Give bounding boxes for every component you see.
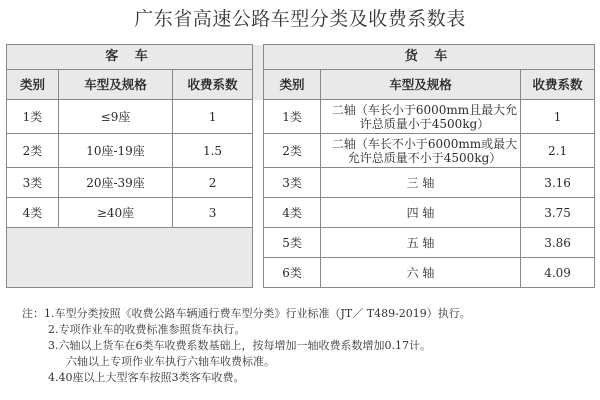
freight-spec-cell: 二轴（车长不小于6000mm或最大允许总质量不小于4500kg） <box>321 134 521 168</box>
table-row <box>7 134 595 168</box>
freight-coef-cell: 4.09 <box>521 258 595 288</box>
passenger-spec-cell: 10座-19座 <box>59 134 173 168</box>
freight-section-header: 货 车 <box>264 45 595 70</box>
passenger-empty-area <box>7 228 253 288</box>
table-row <box>7 100 595 134</box>
table-row <box>7 168 595 198</box>
table-row <box>7 198 595 228</box>
freight-spec-cell: 六 轴 <box>321 258 521 288</box>
freight-coef-cell: 3.75 <box>521 198 595 228</box>
freight-class-cell: 6类 <box>264 258 321 288</box>
freight-class-cell: 2类 <box>264 134 321 168</box>
passenger-spec-cell: ≥40座 <box>59 198 173 228</box>
note-line: 注：1.车型分类按照《收费公路车辆通行费车型分类》行业标准（JT／ T489-2019）执行。 <box>22 307 471 320</box>
passenger-class-cell: 2类 <box>7 134 59 168</box>
passenger-coef-cell: 1.5 <box>173 134 253 168</box>
note-line: 六轴以上专项作业车执行六轴车收费标准。 <box>66 355 275 368</box>
freight-spec-cell: 三 轴 <box>321 168 521 198</box>
passenger-class-cell: 4类 <box>7 198 59 228</box>
freight-spec-cell: 二轴（车长小于6000mm且最大允许总质量小于4500kg） <box>321 100 521 134</box>
page-title: 广东省高速公路车型分类及收费系数表 <box>134 8 466 30</box>
freight-coef-cell: 3.16 <box>521 168 595 198</box>
passenger-section-header: 客 车 <box>7 45 253 70</box>
freight-class-cell: 4类 <box>264 198 321 228</box>
passenger-spec-cell: 20座-39座 <box>59 168 173 198</box>
freight-class-cell: 3类 <box>264 168 321 198</box>
freight-coef-cell: 1 <box>521 100 595 134</box>
freight-class-cell: 5类 <box>264 228 321 258</box>
freight-class-header: 类别 <box>264 70 321 100</box>
freight-spec-cell: 五 轴 <box>321 228 521 258</box>
passenger-class-header: 类别 <box>7 70 59 100</box>
freight-class-cell: 1类 <box>264 100 321 134</box>
passenger-class-cell: 1类 <box>7 100 59 134</box>
notes <box>22 306 594 386</box>
passenger-spec-cell: ≤9座 <box>59 100 173 134</box>
note-line: 2.专项作业车的收费标准参照货车执行。 <box>48 323 246 336</box>
passenger-coef-cell: 1 <box>173 100 253 134</box>
passenger-coef-header: 收费系数 <box>173 70 253 100</box>
freight-coef-header: 收费系数 <box>521 70 595 100</box>
passenger-coef-cell: 2 <box>173 168 253 198</box>
freight-spec-header: 车型及规格 <box>321 70 521 100</box>
freight-spec-cell: 四 轴 <box>321 198 521 228</box>
table-row <box>7 228 595 258</box>
passenger-coef-cell: 3 <box>173 198 253 228</box>
fee-table <box>6 44 595 288</box>
passenger-spec-header: 车型及规格 <box>59 70 173 100</box>
passenger-class-cell: 3类 <box>7 168 59 198</box>
note-line: 4.40座以上大型客车按照3类客车收费。 <box>48 371 245 384</box>
freight-coef-cell: 2.1 <box>521 134 595 168</box>
freight-coef-cell: 3.86 <box>521 228 595 258</box>
note-line: 3.六轴以上货车在6类车收费系数基础上，按每增加一轴收费系数增加0.17计。 <box>48 339 431 352</box>
